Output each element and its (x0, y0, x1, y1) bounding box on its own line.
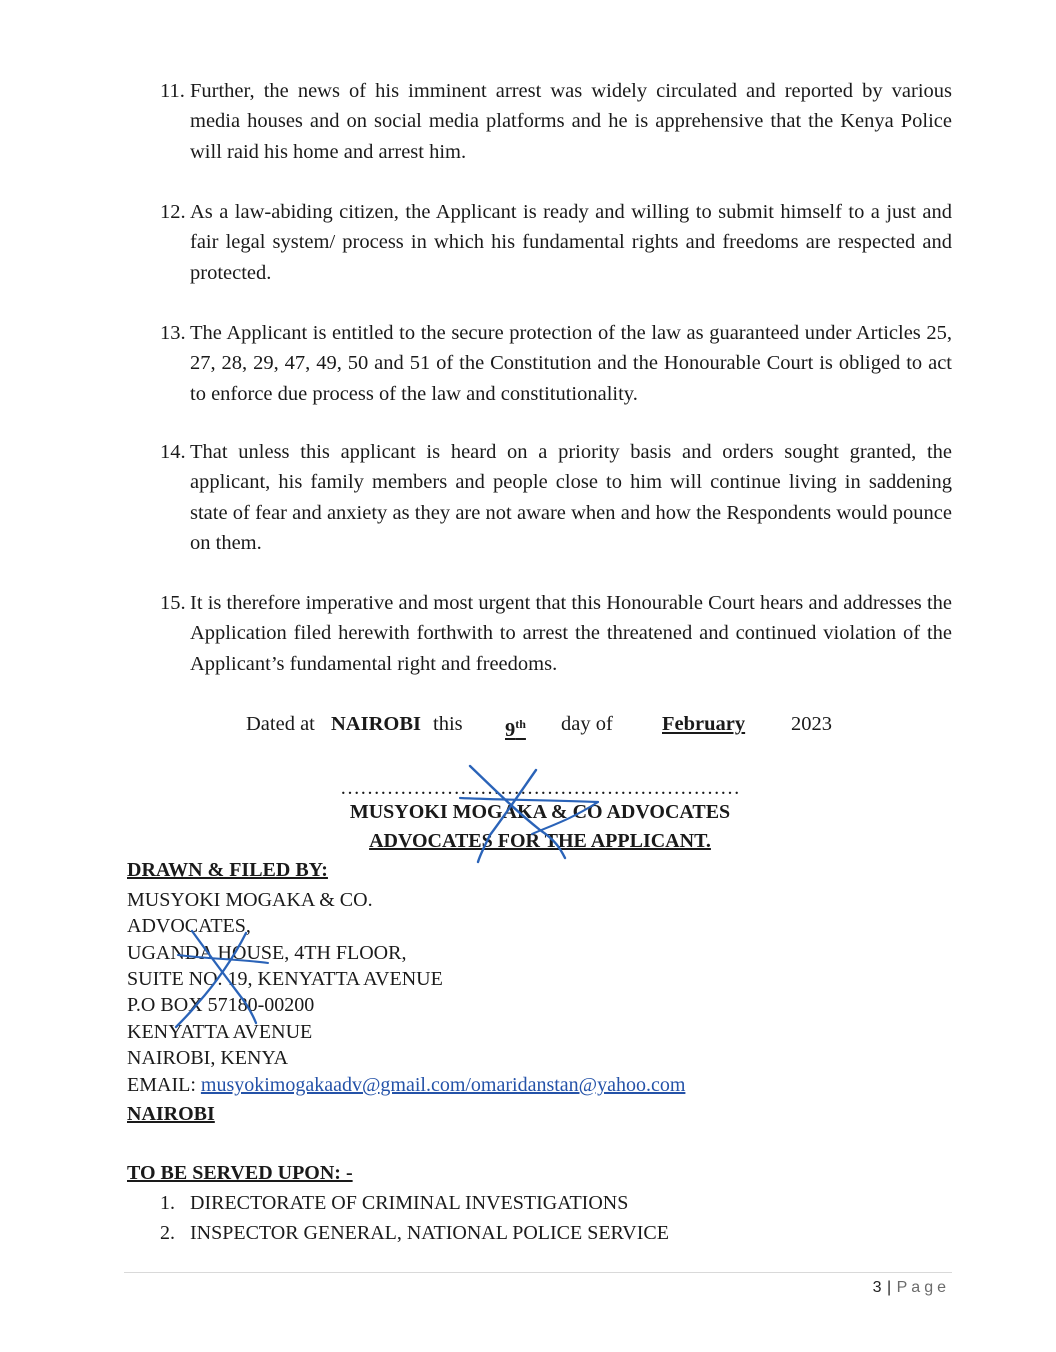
served-item-text: INSPECTOR GENERAL, NATIONAL POLICE SERVICE (190, 1222, 669, 1244)
paragraph-number: 12. (160, 201, 186, 223)
email-line (127, 1072, 685, 1099)
paragraph-text: The Applicant is entitled to the secure protection of the law as guaranteed under Articles 25, 27, 28, 29, 47, 49, 50 and 51 of the Constitution and the Honourable Court is obliged to act to enforce due process of the law and constitutionality. (190, 322, 952, 405)
address-line: KENYATTA AVENUE (127, 1021, 313, 1043)
footer-divider (124, 1272, 952, 1273)
dated-year: 2023 (791, 713, 832, 735)
address-line: NAIROBI, KENYA (127, 1047, 289, 1069)
dated-day (505, 710, 526, 744)
paragraph-13 (160, 318, 952, 409)
paragraph-text: As a law-abiding citizen, the Applicant is ready and willing to submit himself to a just and fair legal system/ process in which his fundamental rights and freedoms are respected and protected. (190, 201, 952, 284)
advocates-role: ADVOCATES FOR THE APPLICANT. (369, 830, 711, 852)
paragraph-text: It is therefore imperative and most urgent that this Honourable Court hears and addresses the Application filed herewith forthwith to arrest the threatened and continued violation of the Applicant’s fundamental right and freedoms. (190, 592, 952, 675)
paragraph-number: 11. (160, 80, 185, 102)
signature-dots: …………………………………………………… (340, 777, 740, 799)
paragraph-14 (160, 437, 952, 559)
dated-day-of: day of (561, 713, 613, 735)
served-item (160, 1189, 628, 1218)
paragraph-11 (160, 76, 952, 167)
email-label: EMAIL: (127, 1074, 196, 1096)
page-footer (873, 1279, 950, 1297)
paragraph-text: That unless this applicant is heard on a priority basis and orders sought granted, the applicant, his family members and people close to him will continue living in saddening state of fear and anxiety as they are not aware when and how the Respondents would pounce on them. (190, 441, 952, 555)
paragraph-number: 13. (160, 322, 186, 344)
address-line: SUITE NO. 19, KENYATTA AVENUE (127, 968, 443, 990)
address-line: P.O BOX 57180-00200 (127, 994, 315, 1016)
dated-day-number: 9 (505, 718, 516, 741)
address-line: MUSYOKI MOGAKA & CO. (127, 889, 373, 911)
paragraph-15 (160, 588, 952, 679)
dated-city: NAIROBI (331, 713, 421, 735)
paragraph-text: Further, the news of his imminent arrest was widely circulated and reported by various media houses and on social media platforms and he is apprehensive that the Kenya Police will raid his home and arrest him. (190, 80, 952, 163)
firm-name: MUSYOKI MOGAKA & CO ADVOCATES (349, 801, 731, 823)
served-item (160, 1219, 669, 1248)
served-item-number: 1. (160, 1192, 175, 1214)
paragraph-number: 15. (160, 592, 186, 614)
served-item-number: 2. (160, 1222, 175, 1244)
email-link[interactable]: musyokimogakaadv@gmail.com/omaridanstan@yahoo.com (200, 1074, 686, 1096)
dated-month: February (662, 713, 746, 735)
page-word: Page (896, 1279, 950, 1296)
drawn-filed-heading: DRAWN & FILED BY: (127, 859, 328, 881)
dated-prefix: Dated at (246, 713, 315, 735)
dated-this: this (433, 713, 463, 735)
address-line: ADVOCATES, (127, 915, 251, 937)
served-heading: TO BE SERVED UPON: - (127, 1162, 353, 1184)
served-item-text: DIRECTORATE OF CRIMINAL INVESTIGATIONS (190, 1192, 629, 1214)
page-number: 3 (872, 1279, 883, 1296)
paragraph-12 (160, 197, 952, 288)
nairobi-label: NAIROBI (127, 1103, 215, 1125)
footer-separator: | (887, 1279, 892, 1296)
dated-day-suffix: th (515, 717, 526, 731)
address-line: UGANDA HOUSE, 4TH FLOOR, (127, 942, 407, 964)
paragraph-number: 14. (160, 441, 186, 463)
